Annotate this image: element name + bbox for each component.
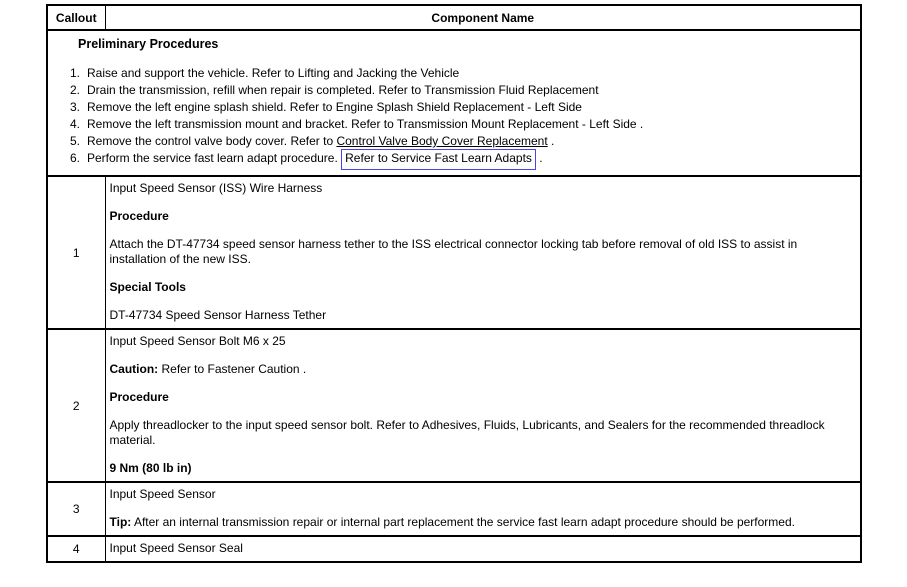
table-row bbox=[47, 176, 861, 329]
component-title: Input Speed Sensor (ISS) Wire Harness bbox=[109, 181, 323, 195]
component-table bbox=[46, 4, 862, 563]
component-name-column-header: Component Name bbox=[105, 5, 861, 30]
caution-body: Refer to Fastener Caution . bbox=[158, 362, 307, 376]
torque-spec: 9 Nm (80 lb in) bbox=[109, 461, 192, 475]
component-cell bbox=[105, 482, 861, 536]
list-item bbox=[64, 150, 854, 167]
list-item bbox=[64, 116, 854, 133]
preliminary-procedures-cell bbox=[47, 30, 861, 176]
callout-number: 3 bbox=[47, 482, 105, 536]
list-item bbox=[64, 82, 854, 99]
step-text: Raise and support the vehicle. Refer to Lifting and Jacking the Vehicle bbox=[87, 66, 460, 80]
step-number: 4. bbox=[69, 117, 80, 131]
special-tools-text: DT-47734 Speed Sensor Harness Tether bbox=[109, 308, 327, 322]
step-number: 3. bbox=[69, 100, 80, 114]
procedure-heading: Procedure bbox=[109, 209, 169, 223]
component-title: Input Speed Sensor bbox=[109, 487, 216, 501]
procedure-text: Apply threadlocker to the input speed sensor bolt. Refer to Adhesives, Fluids, Lubricants, and Sealers for the recommended threadlock material. bbox=[109, 418, 825, 447]
step-number: 1. bbox=[69, 66, 80, 80]
service-fast-learn-adapts-link[interactable]: Refer to Service Fast Learn Adapts bbox=[341, 149, 536, 170]
component-cell bbox=[105, 536, 861, 562]
table-header-row bbox=[47, 5, 861, 30]
list-item bbox=[64, 65, 854, 82]
component-cell bbox=[105, 176, 861, 329]
tip-text bbox=[110, 515, 855, 530]
table-row bbox=[47, 329, 861, 482]
list-item bbox=[64, 99, 854, 116]
procedure-heading: Procedure bbox=[109, 390, 169, 404]
callout-number: 4 bbox=[47, 536, 105, 562]
tip-label: Tip: bbox=[109, 515, 132, 529]
step-number: 2. bbox=[69, 83, 80, 97]
step-number: 6. bbox=[69, 151, 80, 165]
table-row bbox=[47, 482, 861, 536]
tip-body: After an internal transmission repair or internal part replacement the service fast learn adapt procedure should be performed. bbox=[131, 515, 795, 529]
special-tools-heading: Special Tools bbox=[109, 280, 186, 294]
step-text-suffix: . bbox=[547, 134, 555, 148]
component-title: Input Speed Sensor Seal bbox=[109, 541, 243, 555]
callout-column-header: Callout bbox=[47, 5, 105, 30]
step-text-suffix: . bbox=[535, 151, 543, 165]
step-number: 5. bbox=[69, 134, 80, 148]
callout-number: 2 bbox=[47, 329, 105, 482]
control-valve-body-cover-replacement-link[interactable]: Control Valve Body Cover Replacement bbox=[336, 134, 548, 148]
callout-number: 1 bbox=[47, 176, 105, 329]
step-text: Drain the transmission, refill when repair is completed. Refer to Transmission Fluid Replacement bbox=[87, 83, 599, 97]
step-text bbox=[87, 133, 554, 150]
step-text-prefix: Perform the service fast learn adapt procedure. bbox=[87, 151, 342, 165]
preliminary-procedures-row bbox=[47, 30, 861, 176]
table-row bbox=[47, 536, 861, 562]
list-item bbox=[64, 133, 854, 150]
step-text-prefix: Remove the control valve body cover. Refer to bbox=[87, 134, 337, 148]
preliminary-steps-list bbox=[54, 65, 854, 167]
step-text bbox=[87, 150, 543, 167]
caution-label: Caution: bbox=[109, 362, 159, 376]
component-title: Input Speed Sensor Bolt M6 x 25 bbox=[109, 334, 286, 348]
caution-text bbox=[110, 362, 855, 377]
preliminary-procedures-title: Preliminary Procedures bbox=[78, 37, 219, 51]
step-text: Remove the left engine splash shield. Refer to Engine Splash Shield Replacement - Left Side bbox=[87, 100, 582, 114]
procedure-text: Attach the DT-47734 speed sensor harness tether to the ISS electrical connector locking tab before removal of old ISS to assist in installation of the new ISS. bbox=[109, 237, 798, 266]
component-cell bbox=[105, 329, 861, 482]
step-text: Remove the left transmission mount and bracket. Refer to Transmission Mount Replacement - Left Side . bbox=[87, 117, 644, 131]
